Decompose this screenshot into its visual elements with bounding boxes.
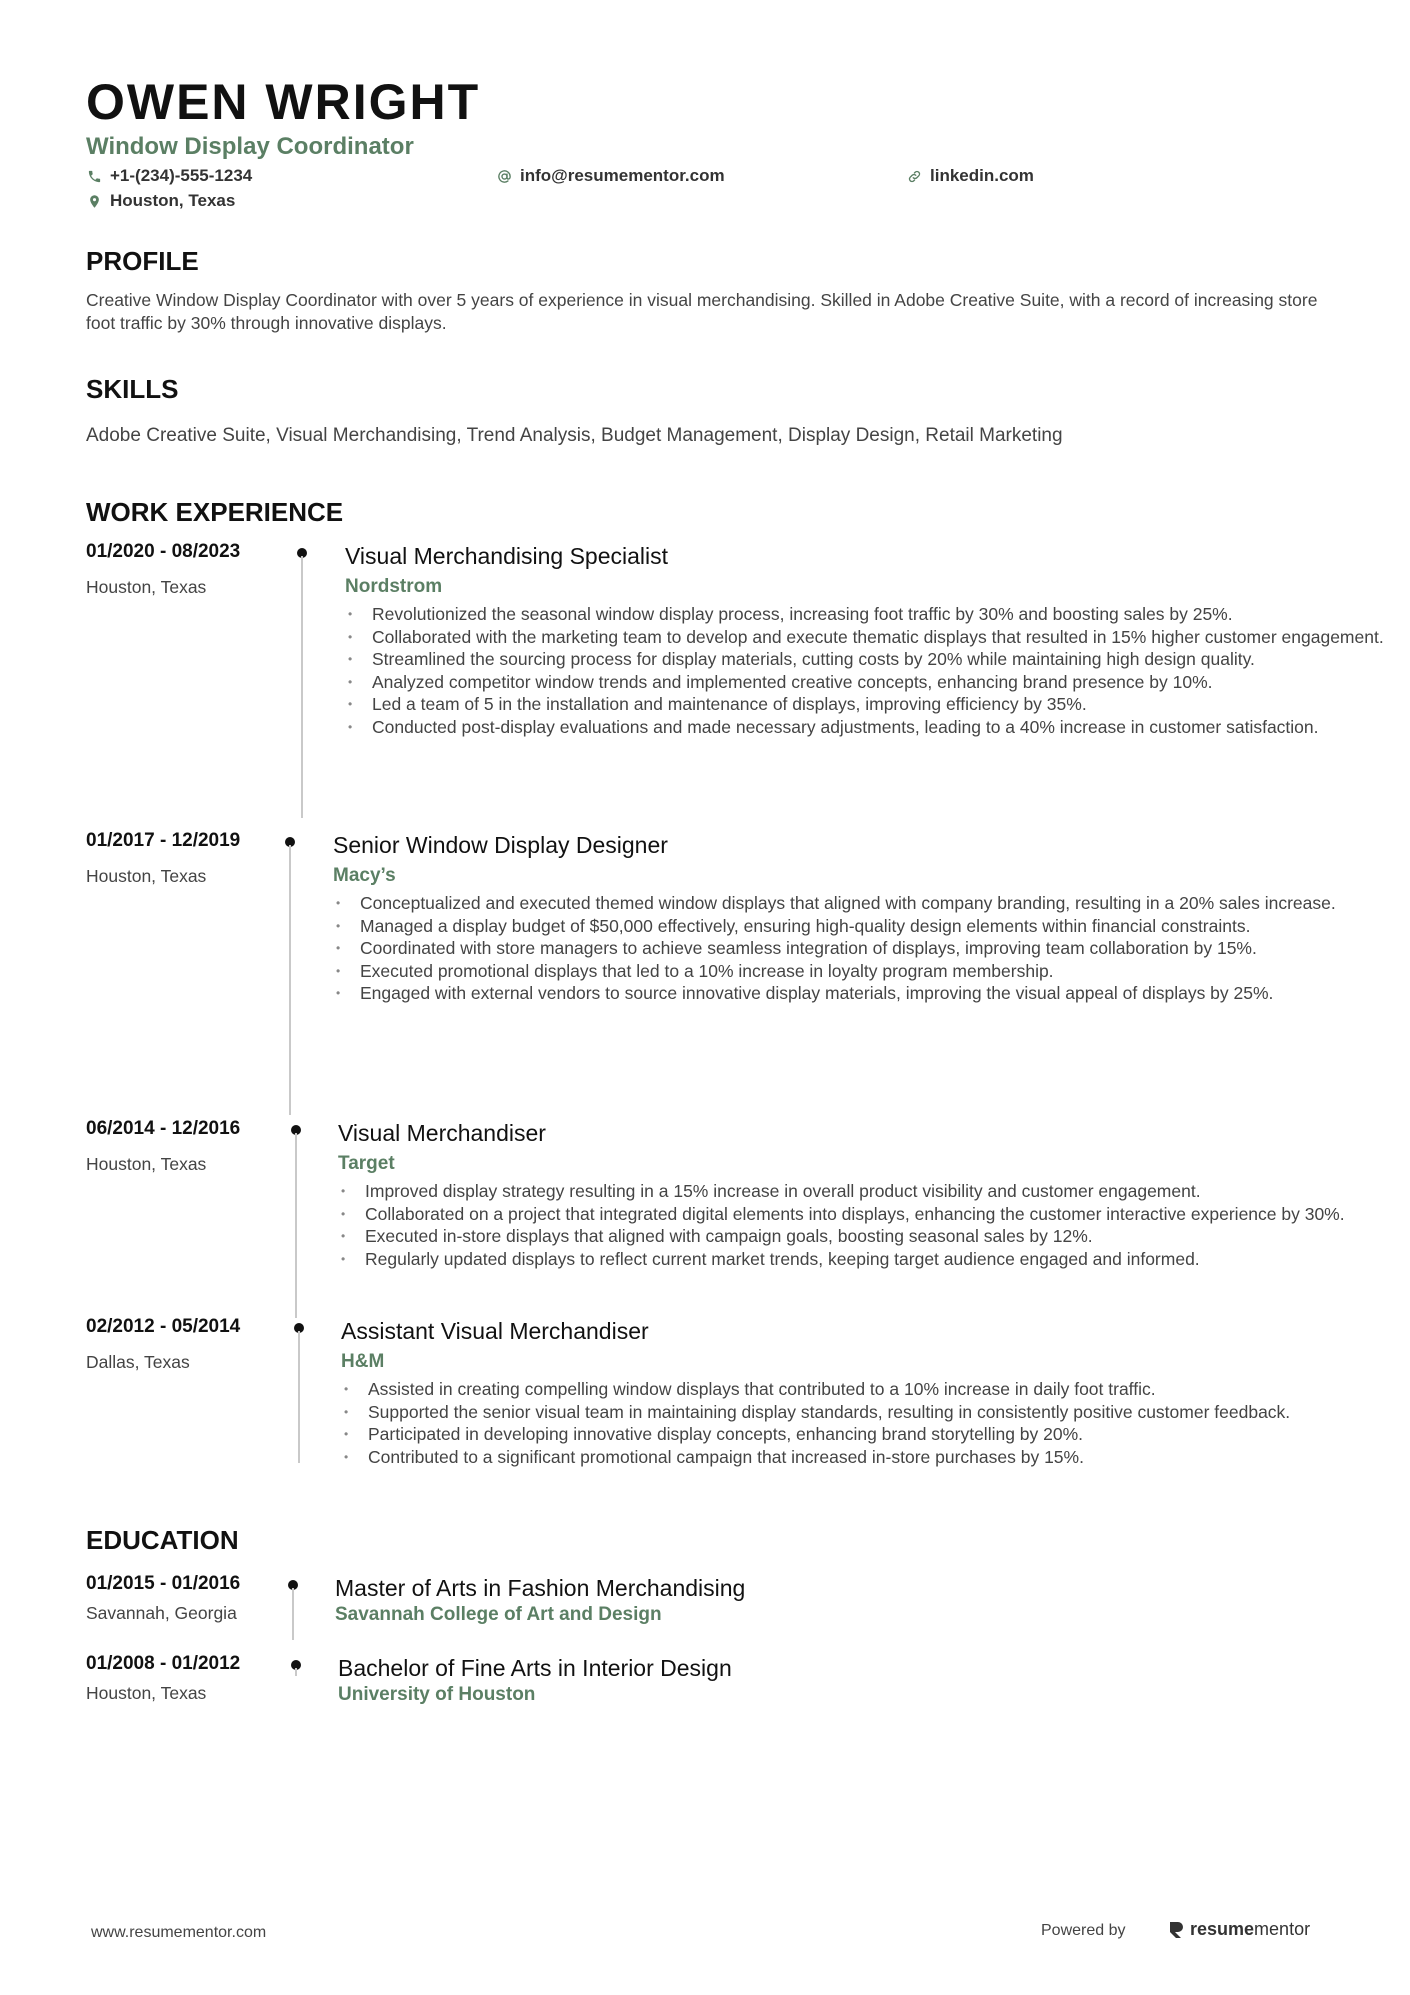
candidate-name: OWEN WRIGHT <box>86 74 481 130</box>
work-bullet: • Engaged with external vendors to source innovative display materials, improving the visual appeal of displays by 25%. <box>333 982 1410 1005</box>
contact-phone <box>86 165 252 187</box>
profile-heading: PROFILE <box>86 246 199 276</box>
work-bullet: • Streamlined the sourcing process for display materials, cutting costs by 20% while maintaining high design quality. <box>345 648 1410 671</box>
work-bullet: • Conceptualized and executed themed window displays that aligned with company branding, resulting in a 20% sales increase. <box>333 892 1410 915</box>
work-company: Macy’s <box>333 865 396 886</box>
linkedin-text: linkedin.com <box>930 166 1034 185</box>
work-bullets <box>333 892 1410 1005</box>
brand-logo <box>1168 1919 1310 1940</box>
work-bullet: • Assisted in creating compelling window displays that contributed to a 10% increase in daily foot traffic. <box>341 1378 1410 1401</box>
timeline-line <box>289 845 291 1115</box>
location-text: Houston, Texas <box>110 191 236 210</box>
education-school: Savannah College of Art and Design <box>335 1604 662 1625</box>
footer-url[interactable]: www.resumementor.com <box>91 1924 267 1941</box>
education-dates: 01/2008 - 01/2012 <box>86 1653 241 1674</box>
education-dates: 01/2015 - 01/2016 <box>86 1573 241 1594</box>
work-content <box>345 540 1410 738</box>
education-entry-scad <box>86 1572 1326 1652</box>
candidate-title: Window Display Coordinator <box>86 133 414 160</box>
profile-text: Creative Window Display Coordinator with over 5 years of experience in visual merchandising. Skilled in Adobe Creative Suite, with a record of increasing store foot traffic by 30% through innovative displays. <box>86 290 1318 333</box>
work-bullet: • Conducted post-display evaluations and made necessary adjustments, leading to a 40% increase in customer satisfaction. <box>345 716 1410 739</box>
work-dates: 06/2014 - 12/2016 <box>86 1118 241 1139</box>
work-content <box>341 1315 1410 1468</box>
work-bullet: • Improved display strategy resulting in a 15% increase in overall product visibility and customer engagement. <box>338 1180 1410 1203</box>
work-entry-macys <box>86 829 1336 1109</box>
contact-linkedin[interactable] <box>906 165 1034 187</box>
work-bullet: • Analyzed competitor window trends and implemented creative concepts, enhancing brand presence by 10%. <box>345 671 1410 694</box>
skills-heading: SKILLS <box>86 374 179 404</box>
contact-email[interactable] <box>496 165 725 187</box>
education-content <box>335 1572 1335 1627</box>
timeline-line <box>298 1331 300 1463</box>
work-experience-heading: WORK EXPERIENCE <box>86 497 344 527</box>
brand-mark-icon <box>1168 1921 1184 1939</box>
timeline-line <box>301 556 303 818</box>
work-entry-hm <box>86 1315 1326 1495</box>
work-dates: 02/2012 - 05/2014 <box>86 1316 241 1337</box>
work-company: H&M <box>341 1351 385 1372</box>
education-location: Houston, Texas <box>86 1683 207 1703</box>
location-pin-icon <box>86 193 102 209</box>
brand-name-rest: mentor <box>1254 1919 1311 1939</box>
brand-name-bold: resume <box>1190 1919 1255 1939</box>
work-bullet: • Executed in-store displays that aligned with campaign goals, boosting seasonal sales by 12%. <box>338 1225 1410 1248</box>
education-entry-uh <box>86 1652 1326 1732</box>
contact-location <box>86 190 235 212</box>
timeline-line <box>292 1588 294 1640</box>
work-bullets <box>345 603 1410 738</box>
education-location: Savannah, Georgia <box>86 1603 237 1623</box>
work-bullet: • Collaborated on a project that integrated digital elements into displays, enhancing the customer interactive experience by 30%. <box>338 1203 1410 1226</box>
education-degree: Bachelor of Fine Arts in Interior Design <box>338 1655 732 1681</box>
work-dates: 01/2020 - 08/2023 <box>86 541 241 562</box>
phone-icon <box>86 168 102 184</box>
education-degree: Master of Arts in Fashion Merchandising <box>335 1575 746 1601</box>
work-role: Visual Merchandising Specialist <box>345 543 669 569</box>
timeline-line <box>295 1668 297 1676</box>
education-heading: EDUCATION <box>86 1525 239 1555</box>
work-content <box>333 829 1410 1005</box>
work-dates: 01/2017 - 12/2019 <box>86 830 241 851</box>
work-location: Dallas, Texas <box>86 1352 190 1372</box>
work-bullet: • Managed a display budget of $50,000 effectively, ensuring high-quality design elements within financial constraints. <box>333 915 1410 938</box>
work-location: Houston, Texas <box>86 1154 207 1174</box>
email-text: info@resumementor.com <box>520 166 725 185</box>
work-company: Nordstrom <box>345 576 443 597</box>
work-role: Assistant Visual Merchandiser <box>341 1318 649 1344</box>
education-content <box>338 1652 1338 1707</box>
work-entry-nordstrom <box>86 540 1384 820</box>
skills-text: Adobe Creative Suite, Visual Merchandising, Trend Analysis, Budget Management, Display Design, Retail Marketing <box>86 425 1063 446</box>
work-bullet: • Participated in developing innovative display concepts, enhancing brand storytelling by 20%. <box>341 1423 1410 1446</box>
phone-text: +1-(234)-555-1234 <box>110 166 253 185</box>
work-content <box>338 1117 1410 1270</box>
work-bullets <box>338 1180 1410 1270</box>
work-bullet: • Coordinated with store managers to achieve seamless integration of displays, improving team collaboration by 15%. <box>333 937 1410 960</box>
work-role: Visual Merchandiser <box>338 1120 546 1146</box>
education-school: University of Houston <box>338 1684 536 1705</box>
work-bullet: • Regularly updated displays to reflect current market trends, keeping target audience engaged and informed. <box>338 1248 1410 1271</box>
powered-by-text: Powered by <box>1041 1922 1126 1939</box>
work-bullet: • Executed promotional displays that led to a 10% increase in loyalty program membership. <box>333 960 1410 983</box>
work-location: Houston, Texas <box>86 866 207 886</box>
work-location: Houston, Texas <box>86 577 207 597</box>
work-bullet: • Led a team of 5 in the installation and maintenance of displays, improving efficiency by 35%. <box>345 693 1410 716</box>
at-icon <box>496 168 512 184</box>
work-bullet: • Supported the senior visual team in maintaining display standards, resulting in consistently positive customer feedback. <box>341 1401 1410 1424</box>
timeline-line <box>295 1133 297 1318</box>
work-company: Target <box>338 1153 395 1174</box>
work-bullet: • Revolutionized the seasonal window display process, increasing foot traffic by 30% and boosting sales by 25%. <box>345 603 1410 626</box>
work-entry-target <box>86 1117 1345 1317</box>
work-bullets <box>341 1378 1410 1468</box>
link-icon <box>906 168 922 184</box>
work-bullet: • Contributed to a significant promotional campaign that increased in-store purchases by 15%. <box>341 1446 1410 1469</box>
work-role: Senior Window Display Designer <box>333 832 668 858</box>
work-bullet: • Collaborated with the marketing team to develop and execute thematic displays that resulted in 15% higher customer engagement. <box>345 626 1410 649</box>
